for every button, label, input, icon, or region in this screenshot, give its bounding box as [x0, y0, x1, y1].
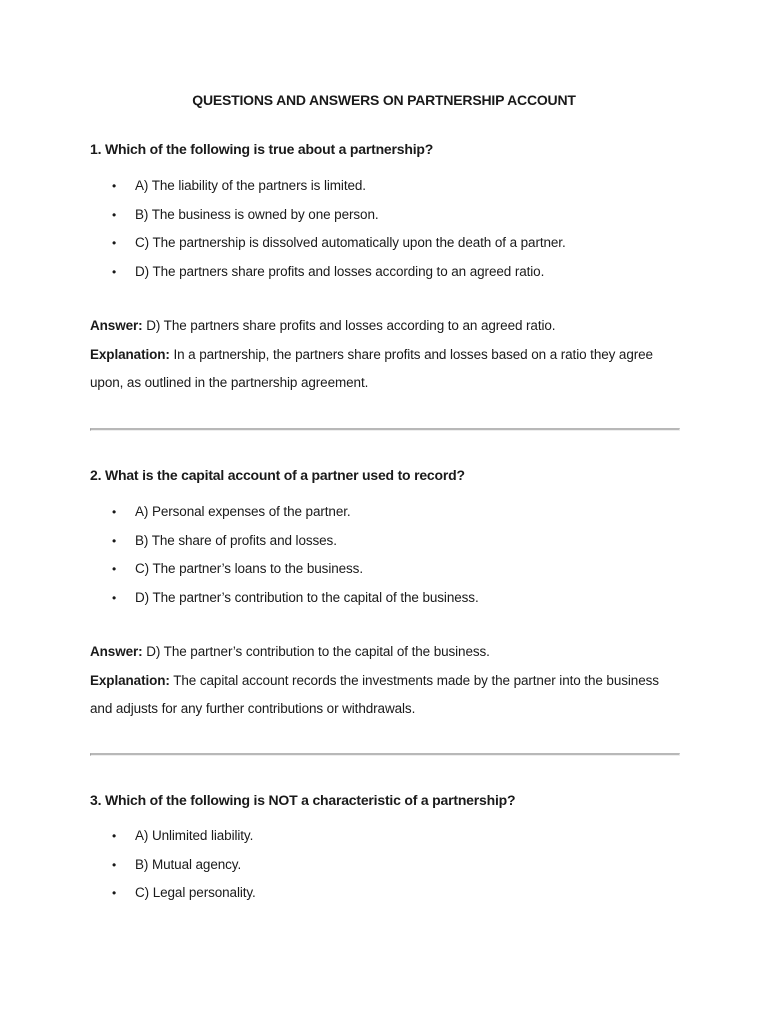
section-divider	[90, 428, 680, 431]
option-item	[112, 233, 566, 262]
option-text: D) The partner’s contribution to the capital of the business.	[135, 589, 479, 605]
question-text: 3. Which of the following is NOT a characteristic of a partnership?	[90, 792, 516, 808]
question-text: 1. Which of the following is true about a partnership?	[90, 141, 434, 157]
explanation-text: The capital account records the investments made by the partner into the business and adjusts for any further contributions or withdrawals.	[90, 672, 659, 716]
option-item	[112, 205, 566, 234]
bullet-icon: •	[112, 264, 117, 279]
option-text: C) Legal personality.	[135, 885, 256, 900]
option-item	[112, 559, 479, 588]
bullet-icon: •	[112, 505, 117, 519]
bullet-icon: •	[112, 533, 117, 548]
answer-line	[90, 638, 680, 667]
answer-block	[90, 312, 680, 398]
bullet-icon: •	[112, 207, 117, 222]
answer-label: Answer:	[90, 644, 143, 659]
question-1	[90, 139, 690, 390]
question-2	[90, 465, 690, 716]
option-item	[112, 502, 479, 531]
option-item	[112, 855, 256, 884]
bullet-icon: •	[112, 179, 117, 193]
option-text: A) The liability of the partners is limited.	[135, 178, 366, 193]
option-item	[112, 883, 256, 912]
option-text: D) The partners share profits and losses according to an agreed ratio.	[135, 263, 545, 279]
question-text: 2. What is the capital account of a partner used to record?	[90, 467, 465, 483]
explanation-line	[90, 341, 680, 398]
bullet-icon: •	[112, 562, 117, 576]
option-text: C) The partner’s loans to the business.	[135, 561, 363, 576]
option-item	[112, 262, 566, 291]
answer-text: D) The partner’s contribution to the capital of the business.	[146, 644, 490, 659]
answer-line	[90, 312, 680, 341]
explanation-label: Explanation:	[90, 672, 170, 688]
bullet-icon: •	[112, 590, 117, 605]
bullet-icon: •	[112, 236, 117, 250]
option-text: B) The share of profits and losses.	[135, 532, 337, 548]
option-item	[112, 588, 479, 617]
answer-block	[90, 638, 680, 724]
option-text: B) The business is owned by one person.	[135, 206, 379, 222]
option-text: A) Unlimited liability.	[135, 828, 254, 843]
explanation-line	[90, 667, 680, 724]
explanation-label: Explanation:	[90, 346, 170, 362]
answer-text: D) The partners share profits and losses according to an agreed ratio.	[146, 318, 556, 333]
bullet-icon: •	[112, 857, 117, 872]
options-list	[112, 826, 256, 912]
bullet-icon: •	[112, 886, 117, 900]
option-text: B) Mutual agency.	[135, 856, 242, 872]
option-item	[112, 826, 256, 855]
option-item	[112, 176, 566, 205]
answer-label: Answer:	[90, 318, 143, 333]
explanation-text: In a partnership, the partners share profits and losses based on a ratio they agree upon, as outlined in the partnership agreement.	[90, 346, 653, 390]
bullet-icon: •	[112, 829, 117, 843]
document-title: QUESTIONS AND ANSWERS ON PARTNERSHIP ACCOUNT	[192, 92, 576, 108]
options-list	[112, 502, 479, 616]
option-text: C) The partnership is dissolved automatically upon the death of a partner.	[135, 235, 566, 250]
section-divider	[90, 753, 680, 756]
question-3	[90, 790, 690, 900]
options-list	[112, 176, 566, 290]
option-text: A) Personal expenses of the partner.	[135, 504, 351, 519]
option-item	[112, 531, 479, 560]
